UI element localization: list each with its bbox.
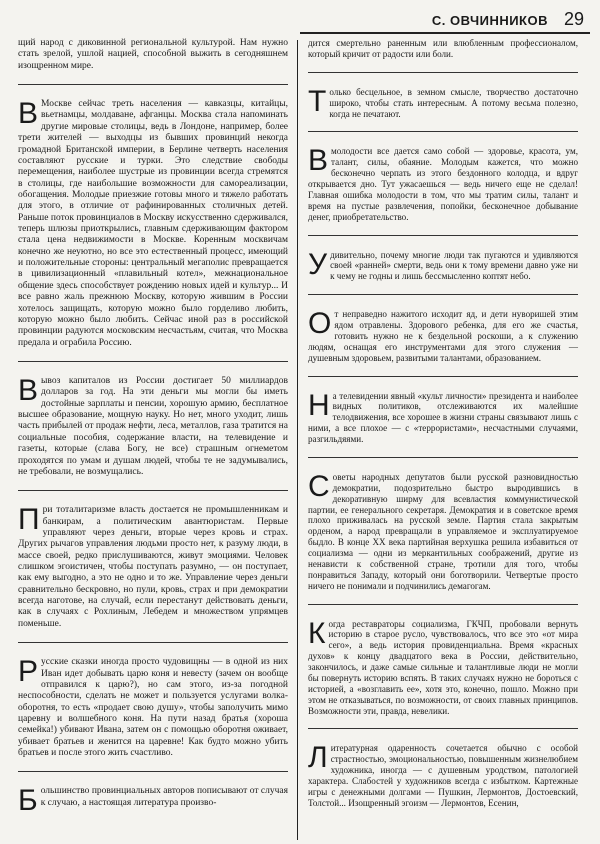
paragraph: Вмолодости все дается само собой — здоровье, красота, ум, талант, силы, обаяние. Молодым кажется, что можно бесконечно черпать из этого бездонного колодца, и вдруг открывается дно. Тут ужасаешься — ведь ничего еще не сделал! Главная ошибка молодости в том, что мы тратим силы, талант и время на пустые развлечения, попойки, бесконечное добывание денег, приобретательство. bbox=[308, 146, 578, 235]
page-number: 29 bbox=[563, 9, 584, 29]
left-column bbox=[18, 38, 288, 835]
paragraph: Литературная одаренность сочетается обычно с особой страстностью, эмоциональностью, повышенным жизнелюбием художника, иногда — с душевным уродством, патологией характера. Слабостей у художников всегда с избытком. Картежные игры с денежными долгами — Пушкин, Лермонтов, Достоевский, Толстой... Изощренный эгоизм — Лермонтов, Есенин, bbox=[308, 741, 578, 808]
paragraph: Удивительно, почему многие люди так пугаются и удивляются своей «ранней» смерти, ведь они к тому времени давно уже ни к чему не годны и лишь бессмысленно коптят небо. bbox=[308, 250, 578, 296]
paragraph: Большинство провинциальных авторов пописывают от случая к случаю, а настоящая литература произво- bbox=[18, 784, 288, 818]
paragraph: Вывоз капиталов из России достигает 50 миллиардов долларов за год. На эти деньги мы могли бы иметь достойные зарплаты и пенсии, хорошую армию, бесплатное высшее образование, мощную науку. Но нет, много уходит, лишь часть прибылей от продаж нефти, леса, металлов, газа тратится на социальные пособия, содержание власти, на телевидение и газеты, которые (слава Богу, не все) страшным огнеметом проходятся по умам и душам людей, чтобы те не задумывались, не требовали, не возмущались. bbox=[18, 376, 288, 491]
drop-cap: В bbox=[18, 373, 39, 407]
drop-cap: В bbox=[308, 144, 329, 178]
drop-cap: О bbox=[308, 307, 332, 341]
right-column bbox=[308, 38, 578, 835]
paragraph: В Москве сейчас треть населения — кавказцы, китайцы, вьетнамцы, молдаване, афганцы. Москва стала напоминать другие мировые столицы, ведь в Лондоне, например, более трети жителей — выходцы из бывших провинций некогда громадной Британской империи, в Берлине четверть населения составляют русские и турки. Это следствие свободы перемещения, наиболее шустрые из провинции всегда стремятся в столицы, где наибольшие возможности для самореализации, обогащения. Молодые приезжие готовы много и тяжело работать для этого, в отличие от рафинированных столичных детей. Раньше поток провинциалов в Москву искусственно сдерживался, теперь шлюзы приоткрылись, главным сдерживающим фактором стала цена недвижимости в Москве. Коренным москвичам конечно же неуютно, но все это естественный процесс, имеющий и положительные стороны: центральный мегаполис превращается в цивилизационный «плавильный котел», межнациональное общение здесь способствует рождению новых идей и культур... И все равно жаль прежнюю Москву, которую жившим в России хотелось защищать, которую можно было горделиво любить, которую можно было любить. Сейчас иной раз в российской провинции радуются московским несчастьям, считая, что Москва предала и ограбила Россию. bbox=[18, 99, 288, 362]
column-divider bbox=[297, 40, 298, 840]
drop-cap: Л bbox=[308, 741, 328, 775]
drop-cap: С bbox=[308, 469, 330, 503]
paragraph: От неправедно нажитого исходит яд, и дети нуворишей этим ядом отравлены. Здорового ребенка, для его же счастья, готовить нужно не к бездельной роскоши, а к служению людям, оснащая его инструментами для этого служения — душевным здоровьем, развитыми талантами, образованием. bbox=[308, 309, 578, 376]
running-head-author: С. ОВЧИННИКОВ bbox=[431, 13, 548, 28]
paragraph: Когда реставраторы социализма, ГКЧП, пробовали вернуть историю в старое русло, чувствовалось, что все это «от мира сего», а ведь история провиденциальна. Время «красных духов» к концу двадцатого века в России, действительно, закончилось, и даже самые сильные и талантливые люди не могли бы повернуть историю вспять. В таких случаях нужно не бороться с историей, а «возглавить ее», хотя это, конечно, пошло. Можно при этом не отказываться, по возможности, от своих главных принципов. Возможности эти, правда, невелики. bbox=[308, 619, 578, 730]
paragraph: При тоталитаризме власть достается не промышленникам и банкирам, а политическим авантюристам. Первые управляют через деньги, вторые через кровь и страх. Других рычагов управления людьми просто нет, к разуму люди, в массе своей, редко прислушиваются, живут эмоциями. Человек слишком эгоистичен, чтобы поступать разумно, — он поступает, как ему выгодно, а это не одно и то же. Управление через деньги сравнительно бескровно, но пули, кровь, страх и при демократии всегда наготове, на случай, если перестанут действовать деньги, как в случаях с Рохлиным, Лебедем и множеством упрямцев поменьше. bbox=[18, 505, 288, 643]
drop-cap: К bbox=[308, 616, 326, 650]
paragraph: Только бесцельное, в земном смысле, творчество достаточно широко, чтобы стать интересным. А потому весьма полезно, когда не печатают. bbox=[308, 87, 578, 133]
paragraph: дится смертельно раненным или влюбленным профессионалом, который кричит от радости или боли. bbox=[308, 38, 578, 73]
drop-cap: Р bbox=[18, 655, 39, 689]
paragraph: Русские сказки иногда просто чудовищны — в одной из них Иван идет добывать царю коня и невесту (зачем он вообще отправился к царю?), но сам этого, из-за погодной неспособности, сделать не может и пользуется услугами волка-оборотня, то есть «продает свою душу», чтобы заполучить мимо царевну и волшебного коня. На пути назад братья (хороша семейка!) убивают Ивана, затем он с помощью оборотня оживает, убивает братьев и женится на царевне! Как будто можно убить братьев и после этого жить счастливо. bbox=[18, 657, 288, 772]
drop-cap: У bbox=[308, 247, 328, 281]
drop-cap: Н bbox=[308, 388, 330, 422]
header-rule bbox=[300, 32, 590, 34]
paragraph: На телевидении явный «культ личности» президента и наиболее видных политиков, отслеживаются их малейшие телодвижения, все хорошее в жизни страны связывают лишь с ними, а все плохое — с «террористами», несчастными случаями, разгильдяями. bbox=[308, 391, 578, 458]
page-header bbox=[0, 0, 600, 34]
paragraph: щий народ с диковинной региональной культурой. Нам нужно стать зрелой, ушлой нацией, способной выжить в сегодняшнем изощренном мире. bbox=[18, 38, 288, 85]
drop-cap: Б bbox=[18, 784, 38, 818]
drop-cap: П bbox=[18, 503, 40, 537]
paragraph: Советы народных депутатов были русской разновидностью демократии, подозрительно быстро выродившись в декоративную ширму для всевластия коммунистической партии, ее генерального секретаря. Демократия и в советское время плохо приживалась на русской земле. Партия стала закрытым орденом, а народ превращали в управляемое и эксплуатируемое быдло. В конце XX века партийная верхушка решила избавиться от социализма — одни из меркантильных соображений, другие из ненависти к собственной стране, тротили для того, чтобы понравиться Западу, который они боготворили. Четвертые просто ничего не понимали и подчинились демагогам. bbox=[308, 472, 578, 605]
drop-cap: В bbox=[18, 97, 39, 131]
drop-cap: Т bbox=[308, 84, 327, 118]
